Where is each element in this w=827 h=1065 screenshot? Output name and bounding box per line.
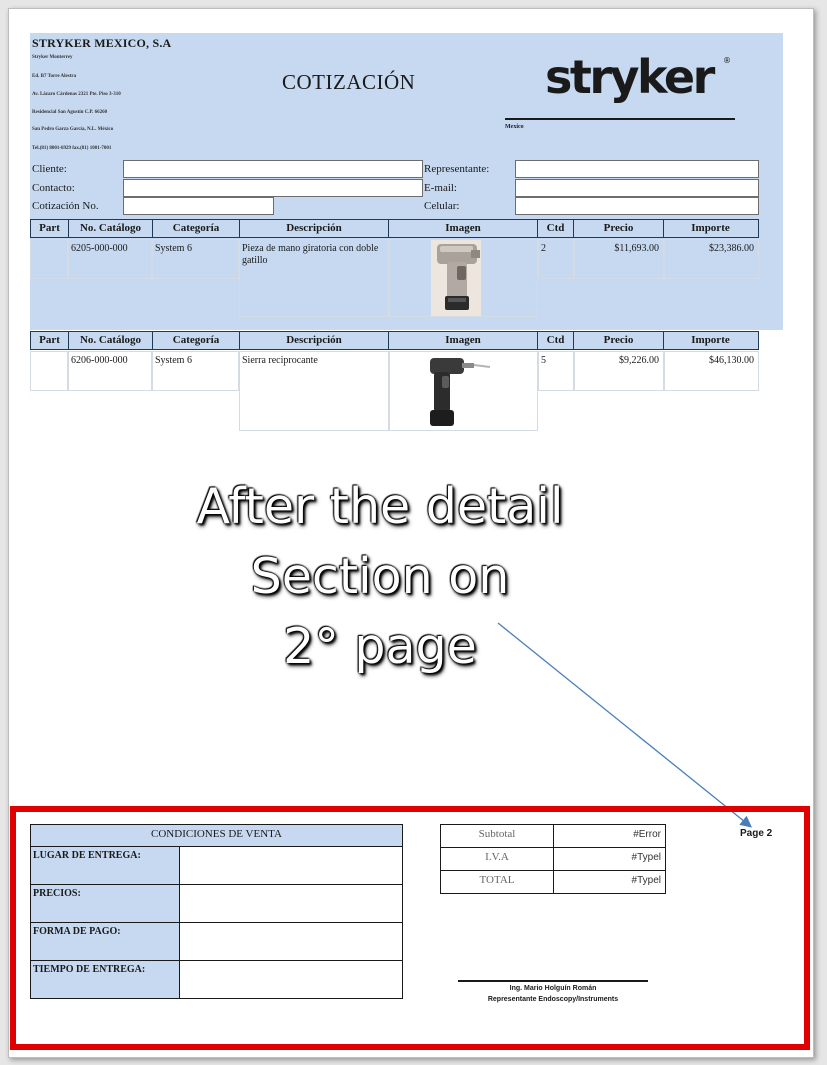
page-number: Page 2 <box>740 828 773 839</box>
payment-form-label: FORMA DE PAGO: <box>31 923 180 960</box>
condition-row <box>31 923 402 961</box>
col-qty: Ctd <box>538 332 574 349</box>
amount-cell: $46,130.00 <box>664 351 759 391</box>
catalog-cell: 6205-000-000 <box>68 239 152 279</box>
annotation-text <box>130 472 630 682</box>
company-phone-line: Tel.(81) 8001-6929 fax.(81) 1001-7001 <box>32 146 112 151</box>
contacto-label: Contacto: <box>32 182 75 194</box>
col-description: Descripción <box>240 220 389 237</box>
company-address-line: Av. Lázaro Cárdenas 2321 Pte. Piso 3-310 <box>32 92 121 97</box>
col-description: Descripción <box>240 332 389 349</box>
condition-row <box>31 885 402 923</box>
email-label: E-mail: <box>424 182 457 194</box>
items-table-header-page2 <box>30 331 759 350</box>
saw-image <box>418 354 492 430</box>
annotation-line-3: 2° page <box>283 618 477 675</box>
catalog-cell: 6206-000-000 <box>68 351 152 391</box>
payment-form-value[interactable] <box>180 923 402 960</box>
delivery-time-label: TIEMPO DE ENTREGA: <box>31 961 180 998</box>
cotizacion-label: Cotización No. <box>32 200 99 212</box>
description-cell: Pieza de mano giratoria con doble gatillo <box>239 239 389 317</box>
cliente-field[interactable] <box>123 160 423 178</box>
handpiece-image <box>431 240 481 316</box>
subtotal-row <box>441 825 665 848</box>
price-cell: $9,226.00 <box>574 351 664 391</box>
subtotal-label: Subtotal <box>441 825 554 847</box>
category-cell: System 6 <box>152 351 239 391</box>
qty-cell: 2 <box>538 239 574 279</box>
subtotal-value: #Error <box>633 829 661 840</box>
company-name: STRYKER MEXICO, S.A <box>32 36 172 50</box>
logo-rule <box>505 118 735 120</box>
signature-line <box>458 980 648 982</box>
col-image: Imagen <box>389 332 538 349</box>
col-part: Part <box>31 220 69 237</box>
prices-value[interactable] <box>180 885 402 922</box>
email-field[interactable] <box>515 179 759 197</box>
iva-row <box>441 848 665 871</box>
delivery-place-label: LUGAR DE ENTREGA: <box>31 847 180 884</box>
representante-field[interactable] <box>515 160 759 178</box>
stryker-logo <box>545 50 740 105</box>
representante-label: Representante: <box>424 163 490 175</box>
reciprocating-saw-photo <box>418 354 492 430</box>
condition-row <box>31 847 402 885</box>
signature-name: Ing. Mario Holguín Román <box>509 985 597 992</box>
part-cell <box>30 239 68 279</box>
totals-table <box>440 824 666 894</box>
col-category: Categoría <box>153 220 240 237</box>
iva-label: I.V.A <box>441 848 554 870</box>
cotizacion-field[interactable] <box>123 197 274 215</box>
rotary-handpiece-photo <box>431 240 481 316</box>
col-qty: Ctd <box>538 220 574 237</box>
col-price: Precio <box>574 332 664 349</box>
iva-value: #Typel <box>631 852 661 863</box>
celular-field[interactable] <box>515 197 759 215</box>
col-part: Part <box>31 332 69 349</box>
logo-caption: Mexico <box>505 124 524 130</box>
qty-cell: 5 <box>538 351 574 391</box>
description-cell: Sierra reciprocante <box>239 351 389 431</box>
total-row <box>441 871 665 893</box>
logo-wordmark: stryker <box>545 50 713 104</box>
prices-label: PRECIOS: <box>31 885 180 922</box>
category-cell: System 6 <box>152 239 239 279</box>
col-category: Categoría <box>153 332 240 349</box>
cliente-label: Cliente: <box>32 163 67 175</box>
annotation-line-1: After the detail <box>196 478 564 535</box>
col-catalog: No. Catálogo <box>69 332 153 349</box>
delivery-place-value[interactable] <box>180 847 402 884</box>
col-amount: Importe <box>691 334 730 346</box>
price-cell: $11,693.00 <box>574 239 664 279</box>
amount-cell: $23,386.00 <box>664 239 759 279</box>
signature-role: Representante Endoscopy/Instruments <box>487 996 619 1003</box>
col-price: Precio <box>574 220 664 237</box>
company-address-line: Ed. B7 Torre Alestra <box>32 74 77 79</box>
company-address-line: San Pedro Garza García, N.L. México <box>32 127 114 132</box>
total-label: TOTAL <box>441 871 554 893</box>
items-table-header <box>30 219 759 238</box>
col-catalog: No. Catálogo <box>69 220 153 237</box>
col-amount: Importe <box>691 222 730 234</box>
contacto-field[interactable] <box>123 179 423 197</box>
company-address-line: Stryker Monterrey <box>32 55 73 60</box>
total-value: #Typel <box>631 875 661 886</box>
celular-label: Celular: <box>424 200 460 212</box>
document-title: COTIZACIÓN <box>282 70 416 94</box>
conditions-title: CONDICIONES DE VENTA <box>31 825 402 847</box>
col-image: Imagen <box>389 220 538 237</box>
logo-registered-mark: ® <box>723 56 731 65</box>
part-cell <box>30 351 68 391</box>
annotation-line-2: Section on <box>250 548 510 605</box>
delivery-time-value[interactable] <box>180 961 402 998</box>
condition-row <box>31 961 402 998</box>
company-address-line: Residencial San Agustín C.P. 66260 <box>32 110 108 115</box>
conditions-table <box>30 824 403 999</box>
